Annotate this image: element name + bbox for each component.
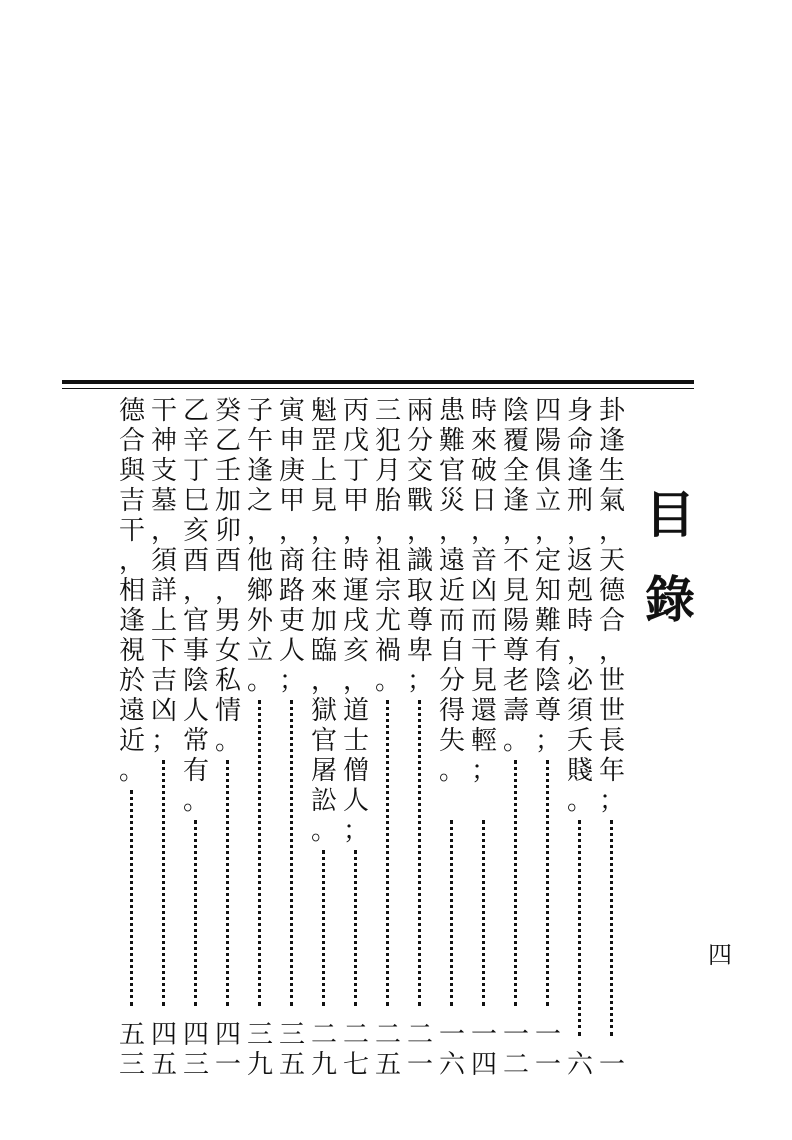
entry-text: 魁罡上見，往來加臨，獄官屠訟。	[310, 396, 337, 846]
entry-page: 二一	[406, 1020, 433, 1080]
dot-leader	[418, 700, 421, 1006]
dot-leader	[130, 790, 133, 1006]
entry-page: 三九	[246, 1020, 273, 1080]
entry-page: 二五	[374, 1020, 401, 1080]
toc-entry-9[interactable]	[340, 396, 372, 1080]
entry-text: 三犯月胎，祖宗尤禍。	[374, 396, 401, 696]
dot-leader	[386, 700, 389, 1006]
toc-entry-7[interactable]	[404, 396, 436, 1080]
entry-text: 丙戊丁甲，時運戌亥，道士僧人；	[342, 396, 369, 846]
dot-leader	[226, 760, 229, 1006]
toc-entry-11[interactable]	[276, 396, 308, 1080]
entry-text: 兩分交戰，識取尊卑；	[406, 396, 433, 696]
entry-page: 五三	[118, 1020, 145, 1080]
entry-text: 身命逢刑，返剋時，必須夭賤。	[566, 396, 593, 816]
dot-leader	[578, 820, 581, 1036]
entry-page: 一	[598, 1050, 625, 1080]
entry-text: 寅申庚甲，商路吏人；	[278, 396, 305, 696]
entry-text: 德合與吉干，相逢視於遠近。	[118, 396, 145, 786]
toc-entry-15[interactable]	[148, 396, 180, 1080]
dot-leader	[194, 820, 197, 1006]
entry-page: 一六	[438, 1020, 465, 1080]
entry-text: 時來破日，音凶而干見還輕；	[470, 396, 497, 786]
toc-entry-1[interactable]	[596, 396, 628, 1080]
toc-entry-5[interactable]	[468, 396, 500, 1080]
dot-leader	[322, 850, 325, 1006]
toc-entry-8[interactable]	[372, 396, 404, 1080]
toc-entry-3[interactable]	[532, 396, 564, 1080]
entry-text: 四陽俱立，定知難有陰尊；	[534, 396, 561, 756]
dot-leader	[546, 760, 549, 1006]
dot-leader	[514, 760, 517, 1006]
entry-text: 乙辛丁巳亥酉，官事陰人常有。	[182, 396, 209, 816]
entry-page: 四一	[214, 1020, 241, 1080]
entry-page: 六	[566, 1050, 593, 1080]
entry-text: 卦逢生氣，天德合，世世長年；	[598, 396, 625, 816]
entry-page: 一二	[502, 1020, 529, 1080]
heading-char-1: 目	[645, 485, 695, 544]
entry-page: 一一	[534, 1020, 561, 1080]
heading-char-2: 錄	[645, 570, 695, 629]
dot-leader	[610, 820, 613, 1036]
top-rule-thin	[62, 388, 694, 389]
toc-entry-14[interactable]	[180, 396, 212, 1080]
toc-entry-13[interactable]	[212, 396, 244, 1080]
entry-text: 子午逢之，他鄉外立。	[246, 396, 273, 696]
entry-text: 患難官災，遠近而自分得失。	[438, 396, 465, 786]
toc-entry-2[interactable]	[564, 396, 596, 1080]
toc-entry-16[interactable]	[116, 396, 148, 1080]
page-number: 四	[708, 941, 732, 969]
top-rule-thick	[62, 380, 694, 384]
dot-leader	[258, 700, 261, 1006]
entry-text: 陰覆全逢，不見陽尊老壽。	[502, 396, 529, 756]
entry-page: 四五	[150, 1020, 177, 1080]
entry-text: 干神支墓，須詳上下吉凶；	[150, 396, 177, 756]
entry-page: 二九	[310, 1020, 337, 1080]
entry-page: 四三	[182, 1020, 209, 1080]
dot-leader	[482, 820, 485, 1006]
toc-entry-10[interactable]	[308, 396, 340, 1080]
entry-text: 癸乙壬加卯酉，男女私情。	[214, 396, 241, 756]
dot-leader	[290, 700, 293, 1006]
entry-page: 二七	[342, 1020, 369, 1080]
dot-leader	[450, 820, 453, 1006]
dot-leader	[354, 850, 357, 1006]
entry-page: 一四	[470, 1020, 497, 1080]
toc-entry-12[interactable]	[244, 396, 276, 1080]
entry-page: 三五	[278, 1020, 305, 1080]
toc-entry-4[interactable]	[500, 396, 532, 1080]
toc-entry-6[interactable]	[436, 396, 468, 1080]
dot-leader	[162, 760, 165, 1006]
